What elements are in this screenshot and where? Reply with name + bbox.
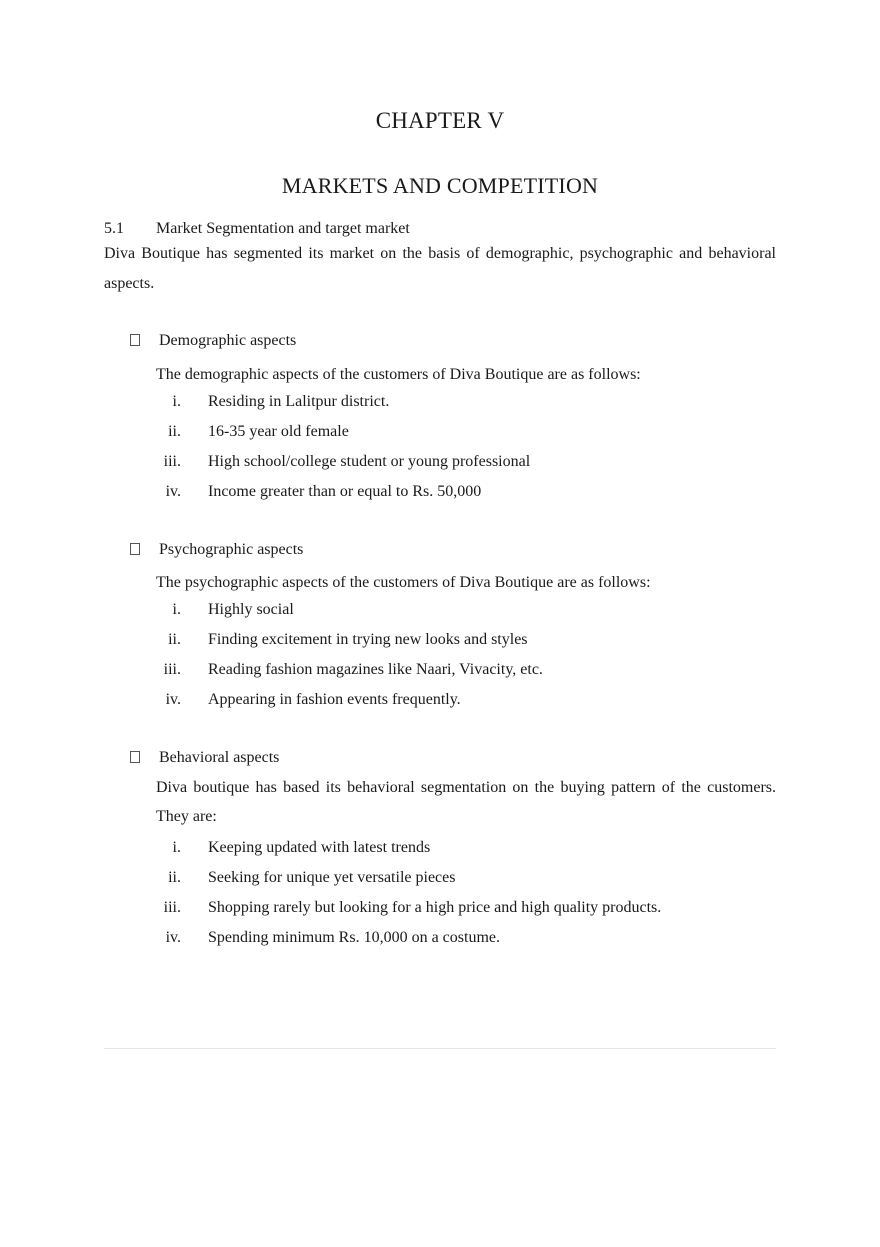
list-item <box>0 898 880 928</box>
list-item-number: ii. <box>168 423 181 440</box>
demographic-heading <box>130 331 296 351</box>
square-bullet-icon <box>130 543 140 555</box>
list-item <box>0 600 880 630</box>
list-item-text: Reading fashion magazines like Naari, Vivacity, etc. <box>208 661 543 678</box>
psychographic-heading <box>130 540 303 560</box>
list-item <box>0 392 880 422</box>
list-item-text: Appearing in fashion events frequently. <box>208 691 461 708</box>
behavioral-intro: Diva boutique has based its behavioral segmentation on the buying pattern of the customers. They are: <box>156 779 776 825</box>
page-title: MARKETS AND COMPETITION <box>281 173 599 198</box>
section-intro: Diva Boutique has segmented its market on the basis of demographic, psychographic and behavioral aspects. <box>104 245 776 292</box>
list-item <box>0 630 880 660</box>
psychographic-intro: The psychographic aspects of the customers of Diva Boutique are as follows: <box>156 574 651 591</box>
list-item-number: ii. <box>168 869 181 886</box>
psychographic-list <box>0 600 880 720</box>
list-item-number: i. <box>172 839 181 856</box>
list-item-text: 16-35 year old female <box>208 423 349 440</box>
list-item-number: i. <box>172 601 181 618</box>
list-item-text: Income greater than or equal to Rs. 50,000 <box>208 483 482 500</box>
list-item-text: Finding excitement in trying new looks and styles <box>208 631 528 648</box>
list-item-number: iii. <box>163 661 181 678</box>
behavioral-heading <box>130 748 279 768</box>
list-item-number: iv. <box>165 929 181 946</box>
list-item <box>0 928 880 958</box>
chapter-label: CHAPTER V <box>375 108 505 133</box>
list-item-number: iv. <box>165 483 181 500</box>
list-item <box>0 838 880 868</box>
list-item-text: High school/college student or young professional <box>208 453 531 470</box>
footer-divider <box>104 1048 776 1049</box>
demographic-intro: The demographic aspects of the customers of Diva Boutique are as follows: <box>156 366 641 383</box>
section-title: Market Segmentation and target market <box>156 220 410 237</box>
list-item-text: Keeping updated with latest trends <box>208 839 431 856</box>
list-item <box>0 452 880 482</box>
behavioral-heading-label: Behavioral aspects <box>159 749 280 766</box>
list-item-text: Seeking for unique yet versatile pieces <box>208 869 456 886</box>
section-heading <box>104 219 410 239</box>
list-item-number: iii. <box>163 899 181 916</box>
list-item-number: iii. <box>163 453 181 470</box>
behavioral-list <box>0 838 880 958</box>
list-item-text: Residing in Lalitpur district. <box>208 393 390 410</box>
psychographic-heading-label: Psychographic aspects <box>159 541 304 558</box>
list-item <box>0 422 880 452</box>
list-item-number: i. <box>172 393 181 410</box>
list-item <box>0 482 880 512</box>
list-item <box>0 868 880 898</box>
square-bullet-icon <box>130 751 140 763</box>
square-bullet-icon <box>130 334 140 346</box>
list-item-text: Shopping rarely but looking for a high price and high quality products. <box>208 899 662 916</box>
list-item-number: iv. <box>165 691 181 708</box>
demographic-heading-label: Demographic aspects <box>159 332 297 349</box>
section-number: 5.1 <box>104 220 124 237</box>
list-item-number: ii. <box>168 631 181 648</box>
list-item <box>0 660 880 690</box>
list-item <box>0 690 880 720</box>
list-item-text: Highly social <box>208 601 294 618</box>
demographic-list <box>0 392 880 512</box>
list-item-text: Spending minimum Rs. 10,000 on a costume. <box>208 929 500 946</box>
